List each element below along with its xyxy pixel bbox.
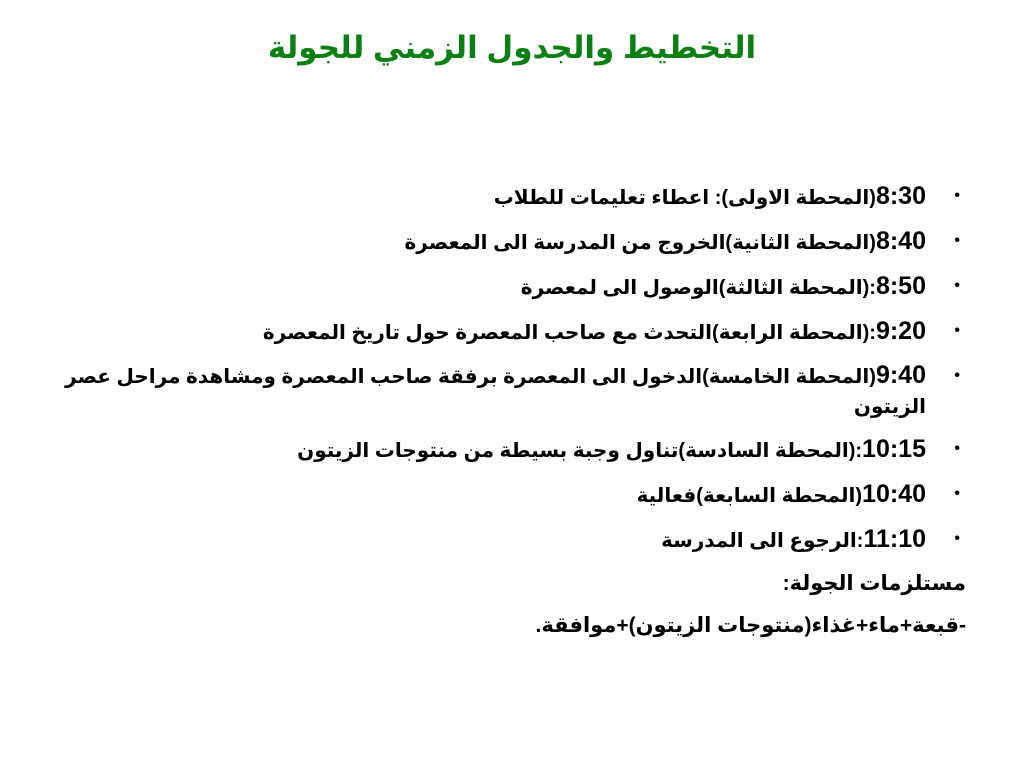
slide-content — [40, 180, 966, 652]
schedule-text: (المحطة الخامسة)الدخول الى المعصرة برفقة صاحب المعصرة ومشاهدة مراحل عصر الزيتون — [65, 366, 926, 418]
schedule-text: :(المحطة الرابعة)التحدث مع صاحب المعصرة حول تاريخ المعصرة — [262, 322, 876, 344]
schedule-text: :(المحطة الثالثة)الوصول الى لمعصرة — [520, 277, 876, 299]
schedule-item — [40, 433, 966, 467]
schedule-time: 11:10 — [863, 525, 926, 553]
schedule-time: 9:40 — [875, 361, 926, 389]
schedule-item — [40, 360, 966, 422]
slide-title: التخطيط والجدول الزمني للجولة — [267, 30, 757, 65]
schedule-list — [40, 180, 966, 557]
schedule-item — [40, 225, 966, 259]
bullet-icon: • — [954, 485, 960, 502]
schedule-time: 10:15 — [862, 435, 926, 463]
bullet-icon: • — [954, 187, 960, 204]
schedule-item — [40, 315, 966, 349]
schedule-item — [40, 180, 966, 214]
schedule-item — [40, 478, 966, 512]
bullet-icon: • — [954, 322, 960, 339]
schedule-time: 10:40 — [862, 480, 926, 508]
schedule-text: :(المحطة السادسة)تناول وجبة بسيطة من منتوجات الزيتون — [297, 440, 863, 462]
schedule-text: (المحطة الاولى): اعطاء تعليمات للطلاب — [493, 187, 876, 209]
requirements-heading: مستلزمات الجولة: — [782, 572, 966, 595]
schedule-text: (المحطة الثانية)الخروج من المدرسة الى المعصرة — [404, 232, 876, 254]
schedule-time: 8:30 — [875, 182, 926, 210]
schedule-item — [40, 523, 966, 557]
schedule-item — [40, 270, 966, 304]
requirements-items: -قبعة+ماء+غذاء(منتوجات الزيتون)+موافقة. — [535, 614, 966, 637]
schedule-time: 8:50 — [875, 272, 926, 300]
bullet-icon: • — [954, 367, 960, 384]
bullet-icon: • — [954, 232, 960, 249]
schedule-text: :الرجوع الى المدرسة — [661, 530, 864, 552]
schedule-time: 9:20 — [875, 317, 926, 345]
schedule-text: (المحطة السابعة)فعالية — [636, 485, 863, 507]
schedule-time: 8:40 — [875, 227, 926, 255]
bullet-icon: • — [954, 277, 960, 294]
bullet-icon: • — [954, 440, 960, 457]
bullet-icon: • — [954, 530, 960, 547]
